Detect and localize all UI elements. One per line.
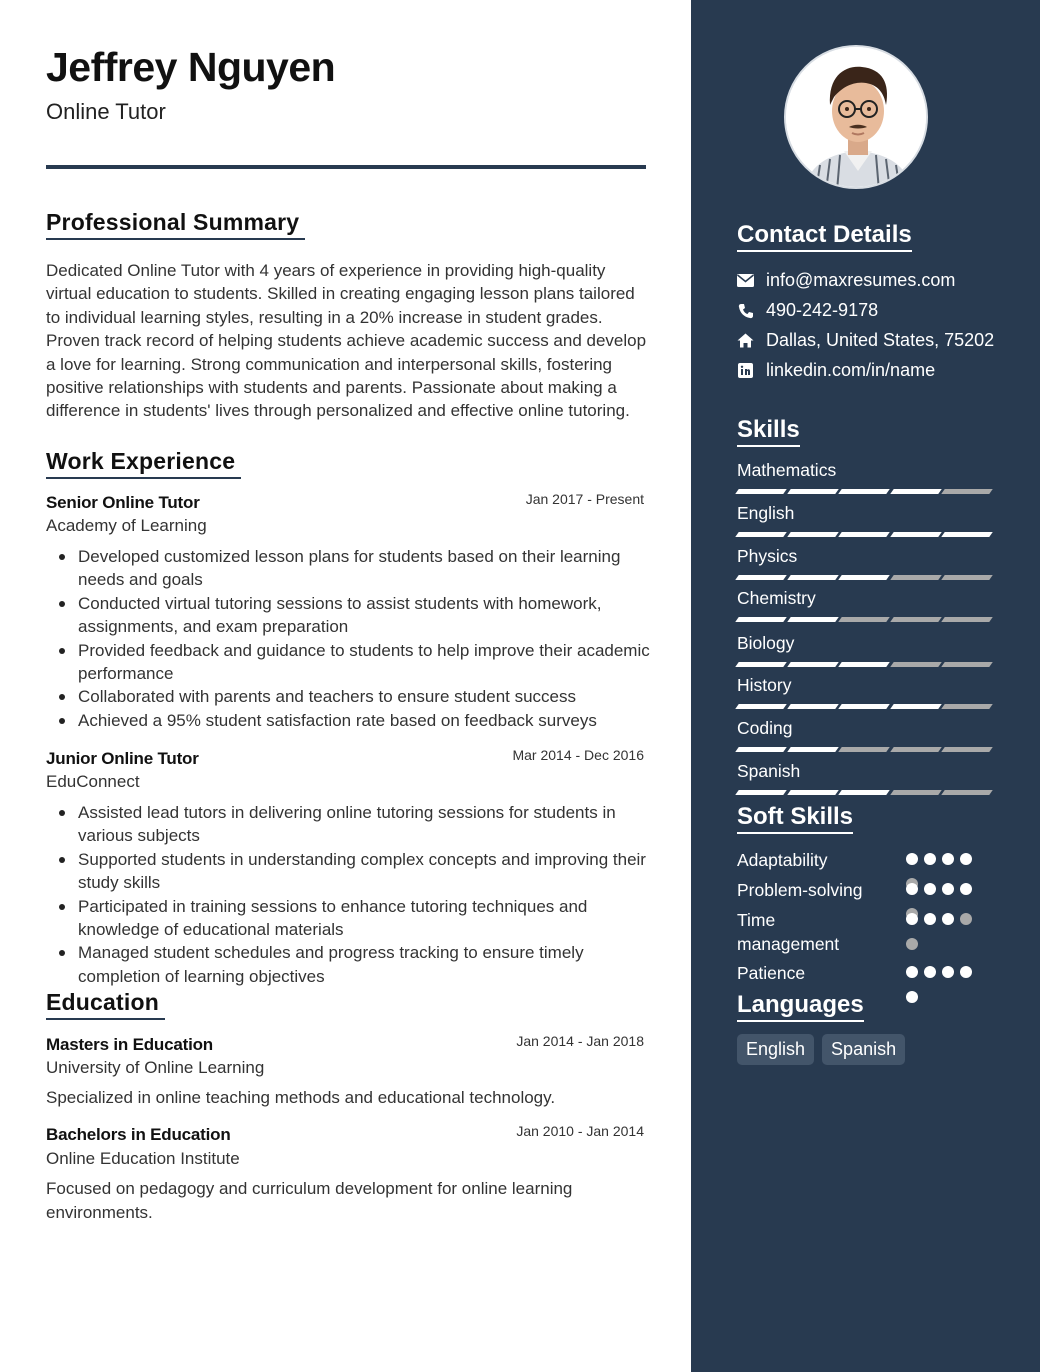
list-item: Managed student schedules and progress tracking to ensure timely completion of learning objectives — [46, 941, 650, 988]
skill-level-segment — [890, 747, 941, 752]
school-name: University of Online Learning — [46, 1058, 265, 1077]
skill-level-segment — [735, 617, 786, 622]
email-text: info@maxresumes.com — [766, 270, 956, 290]
soft-skill-name: Problem-solving — [737, 880, 863, 900]
skill-level-segment — [735, 489, 786, 494]
job-title: Senior Online Tutor — [46, 493, 200, 512]
degree-title: Masters in Education — [46, 1035, 213, 1054]
skill-level-segment — [890, 617, 941, 622]
soft-skill-name: Adaptability — [737, 850, 828, 870]
sidebar — [691, 0, 1040, 1372]
skill-name: Coding — [737, 718, 793, 738]
skill-name: Spanish — [737, 761, 801, 781]
soft-skill-rating — [906, 913, 978, 963]
summary-heading — [46, 209, 305, 240]
list-item: Achieved a 95% student satisfaction rate based on feedback surveys — [46, 709, 650, 732]
rating-dot — [906, 991, 918, 1003]
skill-level-segment — [942, 489, 993, 494]
summary-heading-text: Professional Summary — [46, 209, 300, 235]
skill-level-segment — [838, 489, 889, 494]
job-bullets — [46, 801, 650, 988]
skill-level-segment — [890, 575, 941, 580]
header-divider — [46, 165, 646, 169]
rating-dot — [960, 966, 972, 978]
experience-heading-text: Work Experience — [46, 448, 236, 474]
skill-level-segment — [787, 575, 838, 580]
education-description: Focused on pedagogy and curriculum development for online learning environments. — [46, 1179, 573, 1222]
skill-level-segment — [890, 532, 941, 537]
list-item: Supported students in understanding complex concepts and improving their study skills — [46, 848, 650, 895]
envelope-icon — [737, 272, 754, 289]
person-avatar-icon — [786, 47, 928, 189]
skill-level-segment — [787, 662, 838, 667]
skill-level-segment — [838, 662, 889, 667]
job-date: Mar 2014 - Dec 2016 — [512, 747, 644, 763]
skill-level-bar — [737, 575, 995, 581]
home-icon — [737, 332, 754, 349]
soft-skill-name: Time management — [737, 910, 840, 954]
skill-level-bar — [737, 489, 995, 495]
skill-level-segment — [735, 704, 786, 709]
rating-dot — [924, 913, 936, 925]
rating-dot — [924, 966, 936, 978]
skill-level-segment — [942, 575, 993, 580]
contact-address — [737, 330, 994, 351]
education-description: Specialized in online teaching methods and educational technology. — [46, 1088, 556, 1107]
list-item: Developed customized lesson plans for students based on their learning needs and goals — [46, 545, 650, 592]
job-date: Jan 2017 - Present — [525, 491, 644, 507]
rating-dot — [942, 853, 954, 865]
skill-level-bar — [737, 704, 995, 710]
job-organization: Academy of Learning — [46, 516, 207, 535]
rating-dot — [960, 883, 972, 895]
education-date: Jan 2010 - Jan 2014 — [516, 1123, 644, 1139]
skill-name: Chemistry — [737, 588, 816, 608]
rating-dot — [906, 853, 918, 865]
contact-email[interactable] — [737, 270, 955, 291]
education-heading-text: Education — [46, 989, 159, 1015]
skill-name: Biology — [737, 633, 795, 653]
education-date: Jan 2014 - Jan 2018 — [516, 1033, 644, 1049]
rating-dot — [960, 853, 972, 865]
rating-dot — [924, 853, 936, 865]
linkedin-icon — [737, 362, 754, 379]
phone-icon — [737, 302, 754, 319]
skill-level-segment — [787, 747, 838, 752]
skill-level-segment — [787, 704, 838, 709]
skill-level-segment — [735, 662, 786, 667]
rating-dot — [942, 913, 954, 925]
linkedin-text: linkedin.com/in/name — [766, 360, 936, 380]
skill-level-bar — [737, 662, 995, 668]
rating-dot — [906, 938, 918, 950]
skill-level-segment — [838, 747, 889, 752]
skill-level-segment — [838, 617, 889, 622]
rating-dot — [906, 883, 918, 895]
candidate-role: Online Tutor — [46, 99, 166, 124]
skill-level-segment — [735, 747, 786, 752]
skill-level-segment — [838, 532, 889, 537]
skill-level-segment — [787, 532, 838, 537]
job-title: Junior Online Tutor — [46, 749, 199, 768]
languages-list — [737, 1034, 913, 1065]
skill-level-segment — [735, 532, 786, 537]
skill-level-bar — [737, 747, 995, 753]
contact-phone[interactable] — [737, 300, 878, 321]
skill-level-segment — [735, 790, 786, 795]
skills-heading: Skills — [737, 416, 800, 447]
contact-linkedin[interactable] — [737, 360, 935, 381]
skill-level-segment — [787, 617, 838, 622]
skill-level-segment — [890, 662, 941, 667]
job-organization: EduConnect — [46, 772, 140, 791]
list-item: Collaborated with parents and teachers to ensure student success — [46, 685, 650, 708]
rating-dot — [924, 883, 936, 895]
list-item: Provided feedback and guidance to students to help improve their academic performance — [46, 639, 650, 686]
skill-level-segment — [942, 617, 993, 622]
candidate-name: Jeffrey Nguyen — [46, 44, 336, 90]
skill-level-segment — [890, 704, 941, 709]
skill-level-segment — [942, 532, 993, 537]
address-text: Dallas, United States, 75202 — [766, 330, 995, 350]
skill-name: Physics — [737, 546, 798, 566]
skill-level-segment — [787, 489, 838, 494]
rating-dot — [942, 966, 954, 978]
summary-text: Dedicated Online Tutor with 4 years of experience in providing high-quality virtual education to students. Skilled in creating engaging lesson plans tailored to individual learning styles, resulting in a 20% increase in student grades. Proven track record of helping students achieve academic success and develop a love for learning. Strong communication and interpersonal skills, fostering positive relationships with students and parents. Passionate about making a difference in students' lives through personalized and effective online tutoring. — [46, 261, 647, 421]
rating-dot — [906, 966, 918, 978]
education-heading — [46, 989, 165, 1020]
skill-level-segment — [942, 662, 993, 667]
experience-heading — [46, 448, 241, 479]
rating-dot — [960, 913, 972, 925]
skill-level-segment — [890, 790, 941, 795]
skill-level-bar — [737, 532, 995, 538]
skill-name: Mathematics — [737, 460, 837, 480]
skill-level-segment — [942, 747, 993, 752]
skill-level-segment — [838, 704, 889, 709]
skill-level-segment — [890, 489, 941, 494]
skill-level-bar — [737, 617, 995, 623]
list-item: Participated in training sessions to enhance tutoring techniques and knowledge of educational materials — [46, 895, 650, 942]
skill-level-segment — [942, 704, 993, 709]
skill-level-segment — [942, 790, 993, 795]
skill-name: English — [737, 503, 795, 523]
skill-level-segment — [838, 575, 889, 580]
skill-level-segment — [735, 575, 786, 580]
skill-level-segment — [838, 790, 889, 795]
contact-heading: Contact Details — [737, 221, 912, 252]
phone-text: 490-242-9178 — [766, 300, 879, 320]
soft-skill-rating — [906, 966, 978, 1016]
soft-skill-name: Patience — [737, 963, 806, 983]
language-chip: English — [737, 1034, 814, 1065]
profile-photo — [784, 45, 928, 189]
skill-level-bar — [737, 790, 995, 796]
job-bullets — [46, 545, 650, 732]
language-chip: Spanish — [822, 1034, 905, 1065]
skill-level-segment — [787, 790, 838, 795]
languages-heading: Languages — [737, 991, 864, 1022]
rating-dot — [906, 913, 918, 925]
degree-title: Bachelors in Education — [46, 1125, 231, 1144]
list-item: Conducted virtual tutoring sessions to assist students with homework, assignments, and exam preparation — [46, 592, 650, 639]
skill-name: History — [737, 675, 792, 695]
school-name: Online Education Institute — [46, 1149, 240, 1168]
list-item: Assisted lead tutors in delivering online tutoring sessions for students in various subjects — [46, 801, 650, 848]
rating-dot — [942, 883, 954, 895]
soft-skills-heading: Soft Skills — [737, 803, 853, 834]
